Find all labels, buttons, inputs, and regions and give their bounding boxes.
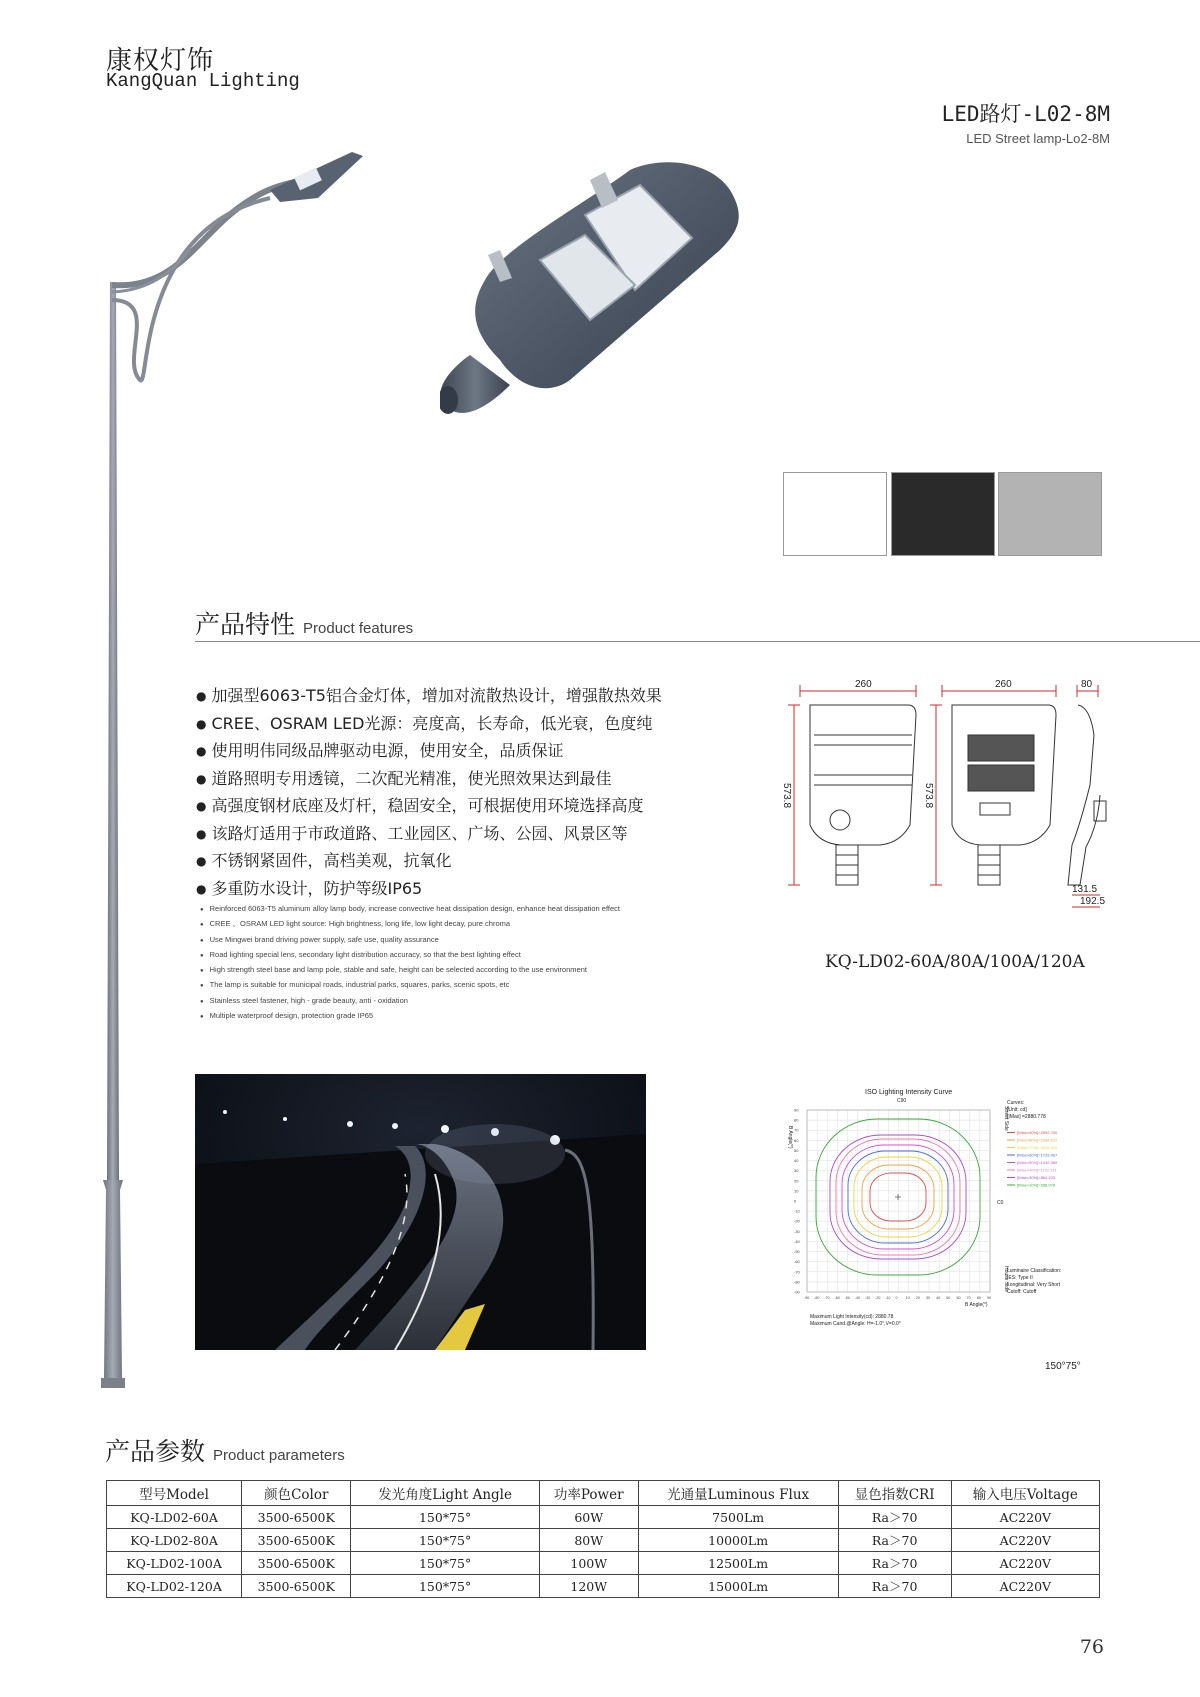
ies-x-axis-label: B Angle(°) (965, 1302, 988, 1308)
feature-cn-item: ● 该路灯适用于市政道路、工业园区、广场、公园、风景区等 (196, 821, 662, 849)
ies-x-tick: 10 (905, 1296, 910, 1300)
feature-en-item: ● Stainless steel fastener, high - grade beauty, anti - oxidation (200, 994, 620, 1009)
features-heading (195, 605, 413, 641)
ies-legend-label: [IMax×30%]=864.233 (1017, 1175, 1056, 1180)
ies-x-tick: 30 (926, 1296, 930, 1300)
ies-classification (1007, 1268, 1063, 1295)
ies-y-tick: -80 (794, 1279, 800, 1285)
table-cell: 120W (539, 1575, 638, 1598)
ies-x-tick: -80 (814, 1296, 820, 1300)
ies-y-tick: 30 (794, 1168, 799, 1174)
feature-en-item: ● Reinforced 6063-T5 aluminum alloy lamp body, increase convective heat dissipation design, enhance heat dissipation effect (200, 902, 620, 917)
page-number: 76 (1079, 1636, 1104, 1658)
ies-x-tick: 80 (976, 1296, 981, 1300)
feature-cn-item: ● 道路照明专用透镜，二次配光精准，使光照效果达到最佳 (196, 766, 662, 794)
params-header-cell: 型号Model (107, 1481, 242, 1506)
ies-x-tick: -70 (824, 1296, 830, 1300)
ies-classification-line: Longitudinal: Very Short (1007, 1282, 1061, 1288)
dim-height-front: 573.8 (781, 783, 792, 809)
ies-legend-label: [IMax×10%]=288.078 (1017, 1182, 1056, 1188)
feature-en-item: ● Multiple waterproof design, protection grade IP65 (200, 1009, 620, 1024)
table-cell: 100W (539, 1552, 638, 1575)
table-cell: 3500-6500K (242, 1575, 351, 1598)
ies-house-side: House Side (1003, 1266, 1009, 1292)
ies-y-tick: -30 (794, 1228, 800, 1234)
table-row (107, 1575, 1100, 1598)
ies-y-tick: 70 (794, 1127, 799, 1133)
ies-x-tick: 40 (936, 1296, 941, 1300)
ies-y-tick: -50 (794, 1249, 800, 1255)
table-cell: AC220V (951, 1575, 1099, 1598)
table-cell: 12500Lm (638, 1552, 838, 1575)
table-cell: AC220V (951, 1506, 1099, 1529)
lamp-product-image (440, 160, 780, 460)
table-row (107, 1506, 1100, 1529)
ies-footer-line: Maximum Cand.@Angle: H=-1.0°,V=0.0° (810, 1321, 901, 1327)
params-header-row (107, 1481, 1100, 1506)
light-angle-caption: 150°75° (1045, 1361, 1081, 1372)
ies-legend-header-line: [IMax] =2880.778 (1007, 1114, 1046, 1120)
params-header-cell: 输入电压Voltage (951, 1481, 1099, 1506)
feature-en-item: ● CREE 、OSRAM LED light source: High brightness, long life, low light decay, pure chroma (200, 917, 620, 932)
ies-y-tick: -20 (794, 1218, 800, 1224)
ies-x-tick: -30 (865, 1296, 871, 1300)
table-cell: 15000Lm (638, 1575, 838, 1598)
table-cell: Ra＞70 (838, 1575, 951, 1598)
ies-x-tick: -10 (885, 1296, 891, 1300)
ies-y-tick: -10 (794, 1208, 800, 1214)
ies-y-axis-label: B Angle(°) (787, 1126, 793, 1149)
params-title-en: Product parameters (213, 1447, 345, 1464)
features-list-en (200, 902, 620, 1024)
ies-y-tick: -40 (794, 1238, 800, 1244)
feature-en-item: ● High strength steel base and lamp pole, stable and safe, height can be selected according to the use environment (200, 963, 620, 978)
params-title-cn: 产品参数 (105, 1437, 206, 1466)
ies-footer (810, 1314, 901, 1327)
table-cell: 10000Lm (638, 1529, 838, 1552)
table-cell: Ra＞70 (838, 1552, 951, 1575)
ies-y-tick: -90 (794, 1289, 800, 1295)
pole-shaft (107, 282, 119, 1180)
table-cell: 60W (539, 1506, 638, 1529)
ies-x-tick: 90 (987, 1296, 991, 1300)
ies-x-tick: 20 (915, 1296, 920, 1300)
iso-intensity-chart (785, 1086, 1085, 1336)
feature-en-item: ● The lamp is suitable for municipal roads, industrial parks, squares, parks, scenic spots, etc (200, 978, 620, 993)
ies-right-label: C0 (997, 1200, 1004, 1206)
ies-classification-line: IES: Type II (1007, 1275, 1033, 1281)
table-cell: 3500-6500K (242, 1506, 351, 1529)
params-header-cell: 颜色Color (242, 1481, 351, 1506)
params-table (106, 1480, 1100, 1598)
ies-legend-header-line: [Unit: cd] (1007, 1107, 1027, 1113)
table-cell: AC220V (951, 1552, 1099, 1575)
ies-x-tick: -40 (854, 1296, 861, 1300)
ies-y-tick: 90 (794, 1107, 799, 1113)
ies-legend-label: [IMax×90%]=2592.700 (1017, 1130, 1058, 1135)
ies-x-tick: -20 (875, 1296, 881, 1300)
table-cell: KQ-LD02-60A (107, 1506, 242, 1529)
drawing-side-view (1068, 705, 1106, 885)
ies-y-tick: 20 (794, 1178, 799, 1184)
ies-y-tick: 80 (794, 1117, 799, 1123)
ies-y-tick: -60 (794, 1259, 800, 1265)
table-cell: 150*75° (351, 1552, 539, 1575)
ies-legend (1007, 1130, 1058, 1188)
feature-cn-item: ● 使用明伟同级品牌驱动电源，使用安全，品质保证 (196, 738, 662, 766)
ies-legend-header (1007, 1100, 1046, 1120)
table-cell: AC220V (951, 1529, 1099, 1552)
table-cell: KQ-LD02-80A (107, 1529, 242, 1552)
ies-top-label: C90 (897, 1098, 907, 1104)
dimension-drawing (780, 675, 1110, 920)
ies-y-tick: 40 (794, 1158, 799, 1164)
dim-side-b: 192.5 (1080, 896, 1106, 907)
product-title: LED路灯-L02-8M (941, 102, 1110, 126)
dimension-model-caption: KQ-LD02-60A/80A/100A/120A (825, 952, 1085, 972)
ies-y-tick: 60 (794, 1137, 799, 1143)
brand-name-cn: 康权灯饰 (106, 46, 215, 76)
table-row (107, 1529, 1100, 1552)
feature-cn-item: ● 高强度钢材底座及灯杆，稳固安全，可根据使用环境选择高度 (196, 793, 662, 821)
feature-cn-item: ● 不锈钢紧固件，高档美观，抗氧化 (196, 848, 662, 876)
features-title-cn: 产品特性 (195, 610, 296, 639)
params-header-cell: 功率Power (539, 1481, 638, 1506)
pole-base (101, 1378, 125, 1388)
night-road-photo (195, 1074, 646, 1350)
ies-classification-line: Luminaire Classification: (1007, 1268, 1062, 1274)
ies-legend-label: [IMax×70%]=2016.545 (1017, 1145, 1058, 1150)
table-cell: 3500-6500K (242, 1529, 351, 1552)
ies-y-tick: 10 (794, 1188, 799, 1194)
ies-legend-label: [IMax×80%]=2304.622 (1017, 1137, 1058, 1143)
dim-width-back: 260 (995, 679, 1012, 690)
pole-lower-section (103, 1180, 123, 1378)
ies-y-tick: -70 (794, 1269, 800, 1275)
ies-y-tick: 50 (794, 1147, 799, 1153)
drawing-front-view (810, 705, 916, 885)
brand-name-en: KangQuan Lighting (106, 70, 300, 92)
table-cell: 150*75° (351, 1529, 539, 1552)
ies-classification-line: Cutoff: Cutoff (1007, 1289, 1037, 1295)
table-cell: 80W (539, 1529, 638, 1552)
drawing-back-view (952, 705, 1056, 885)
features-title-en: Product features (303, 620, 414, 637)
color-swatch-black (891, 472, 995, 556)
dim-depth: 80 (1081, 679, 1093, 690)
feature-en-item: ● Use Mingwei brand driving power supply, safe use, quality assurance (200, 933, 620, 948)
feature-cn-item: ● CREE、OSRAM LED光源：亮度高，长寿命，低光衰，色度纯 (196, 711, 662, 739)
table-cell: 7500Lm (638, 1506, 838, 1529)
ies-y-ticks (794, 1108, 801, 1295)
feature-cn-item: ● 加强型6063-T5铝合金灯体，增加对流散热设计，增强散热效果 (196, 683, 662, 711)
product-subtitle: LED Street lamp-Lo2-8M (966, 131, 1110, 146)
table-row (107, 1552, 1100, 1575)
ies-footer-line: Maximum Light Intensity(cd): 2880.78 (810, 1314, 894, 1320)
color-swatch-white (783, 472, 887, 556)
dimension-lines (788, 685, 1100, 907)
dim-height-back: 573.8 (923, 783, 934, 809)
ies-legend-label: [IMax×40%]=1152.311 (1017, 1167, 1057, 1173)
dim-width-front: 260 (855, 679, 872, 690)
ies-legend-label: [IMax×60%]=1728.467 (1017, 1152, 1058, 1158)
ies-street-side: Street Side (1003, 1106, 1009, 1131)
features-divider (195, 641, 1200, 642)
table-cell: 3500-6500K (242, 1552, 351, 1575)
params-header-cell: 发光角度Light Angle (351, 1481, 539, 1506)
table-cell: KQ-LD02-120A (107, 1575, 242, 1598)
features-list-cn (196, 683, 662, 903)
ies-title: ISO Lighting Intensity Curve (865, 1089, 953, 1096)
table-cell: Ra＞70 (838, 1529, 951, 1552)
ies-x-tick: 60 (956, 1296, 961, 1300)
ies-x-tick: -60 (834, 1296, 840, 1300)
feature-cn-item: ● 多重防水设计，防护等级IP65 (196, 876, 662, 904)
table-cell: KQ-LD02-100A (107, 1552, 242, 1575)
ies-x-ticks (804, 1296, 991, 1300)
ies-x-tick: -90 (804, 1296, 810, 1300)
params-heading (105, 1432, 345, 1468)
params-header-cell: 光通量Luminous Flux (638, 1481, 838, 1506)
ies-x-tick: -50 (844, 1296, 850, 1300)
ies-legend-header-line: Curves: (1007, 1100, 1025, 1106)
ies-x-tick: 50 (946, 1296, 951, 1300)
table-cell: 150*75° (351, 1506, 539, 1529)
table-cell: 150*75° (351, 1575, 539, 1598)
ies-x-tick: 0 (895, 1296, 898, 1300)
ies-y-tick: 0 (794, 1198, 797, 1204)
ies-legend-label: [IMax×50%]=1440.389 (1017, 1160, 1058, 1165)
dim-side-a: 131.5 (1072, 884, 1098, 895)
params-header-cell: 显色指数CRI (838, 1481, 951, 1506)
feature-en-item: ● Road lighting special lens, secondary light distribution accuracy, so that the best lighting effect (200, 948, 620, 963)
color-swatch-grey (998, 472, 1102, 556)
table-cell: Ra＞70 (838, 1506, 951, 1529)
ies-x-tick: 70 (966, 1296, 971, 1300)
